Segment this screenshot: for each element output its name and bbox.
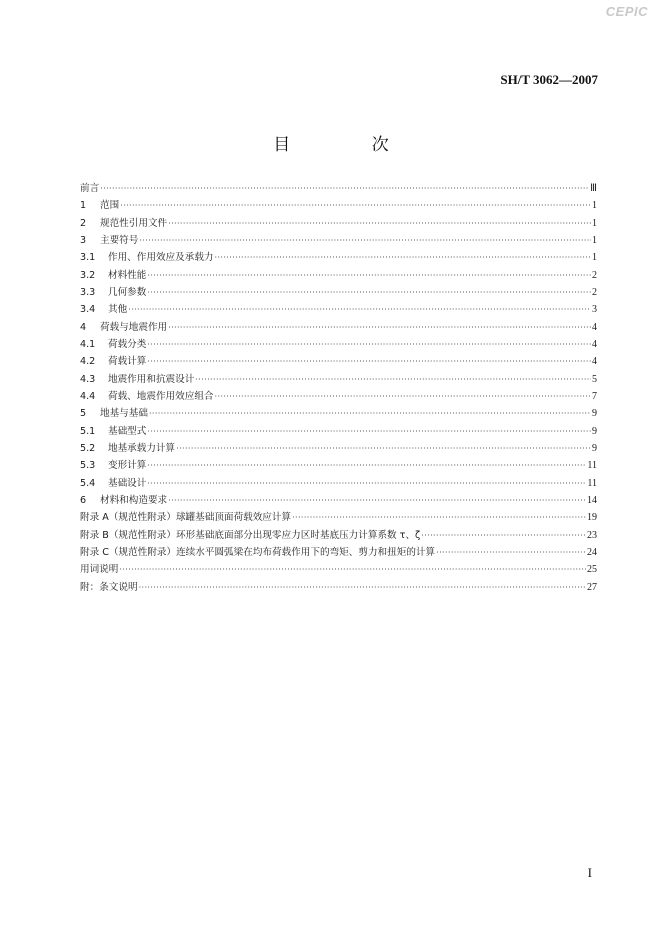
toc-dot-leader [128,301,591,318]
toc-entry-page: Ⅲ [590,183,597,194]
toc-entry[interactable] [80,284,597,301]
toc-entry[interactable] [80,336,597,353]
toc-entry-title: 变形计算 [108,460,147,472]
toc-dot-leader [147,457,586,474]
toc-entry[interactable] [80,180,597,197]
toc-dot-leader [119,561,586,578]
toc-entry-number: 6 [80,494,87,506]
toc-entry-page: 9 [592,408,597,420]
toc-dot-leader [100,180,589,197]
toc-dot-leader [147,475,586,492]
toc-entry-number: 2 [80,217,87,229]
document-code: SH/T 3062—2007 [500,72,598,87]
watermark-logo: CEPIC [605,4,648,19]
toc-entry-number: 4.4 [80,390,96,402]
toc-entry-title: 附录 C（规范性附录）连续水平圆弧梁在均布荷载作用下的弯矩、剪力和扭矩的计算 [80,546,436,558]
toc-entry[interactable] [80,527,597,544]
toc-entry-title: 其他 [108,304,128,316]
toc-entry-page: 3 [592,304,597,316]
toc-entry-number: 4 [80,321,87,333]
toc-dot-leader [149,405,591,422]
toc-entry-title: 主要符号 [100,234,139,246]
toc-entry-number: 3.3 [80,286,96,298]
toc-entry[interactable] [80,440,597,457]
toc-dot-leader [215,388,591,405]
toc-dot-leader [176,440,591,457]
toc-entry-number: 5.1 [80,425,96,437]
toc-entry[interactable] [80,405,597,422]
toc-entry[interactable] [80,319,597,336]
toc-entry-page: 1 [592,200,597,212]
toc-entry-page: 11 [587,460,597,472]
toc-dot-leader [147,353,591,370]
toc-entry-page: 23 [587,529,597,541]
toc-entry-number: 5.3 [80,460,96,472]
toc-entry-page: 9 [592,442,597,454]
toc-entry-title: 材料和构造要求 [100,494,168,506]
toc-entry-title: 荷载分类 [108,338,147,350]
toc-entry-number: 3.2 [80,269,96,281]
toc-entry-title: 规范性引用文件 [100,217,168,229]
toc-dot-leader [147,267,591,284]
toc-entry[interactable] [80,197,597,214]
toc-entry-page: 5 [592,373,597,385]
toc-entry-title: 用词说明 [80,564,119,576]
toc-entry-number: 5 [80,408,87,420]
page-title: 目 次 [273,135,427,155]
toc-entry-number: 3.4 [80,304,96,316]
toc-entry-page: 27 [587,581,597,593]
toc-entry-page: 2 [592,286,597,298]
toc-entry-page: 1 [592,217,597,229]
toc-entry[interactable] [80,215,597,232]
toc-dot-leader [120,197,591,214]
toc-entry[interactable] [80,267,597,284]
toc-entry[interactable] [80,475,597,492]
toc-entry-title: 作用、作用效应及承载力 [108,252,214,264]
toc-entry-page: 4 [592,356,597,368]
toc-entry[interactable] [80,579,597,596]
toc-entry-number: 4.1 [80,338,96,350]
toc-entry-page: 9 [592,425,597,437]
toc-entry-page: 7 [592,390,597,402]
toc-entry-page: 1 [592,234,597,246]
toc-entry-title: 附：条文说明 [80,581,138,593]
toc-dot-leader [436,544,586,561]
page-number: I [587,865,592,880]
table-of-contents [80,180,597,596]
toc-entry[interactable] [80,353,597,370]
toc-dot-leader [421,527,586,544]
toc-dot-leader [168,319,591,336]
toc-entry-page: 4 [592,338,597,350]
toc-entry-number: 5.4 [80,477,96,489]
toc-entry[interactable] [80,301,597,318]
toc-dot-leader [147,336,591,353]
toc-entry-page: 14 [587,494,597,506]
toc-entry-title: 地基承载力计算 [108,442,176,454]
toc-entry-title: 附录 B（规范性附录）环形基础底面部分出现零应力区时基底压力计算系数 τ、ζ [80,529,421,541]
toc-entry[interactable] [80,423,597,440]
toc-entry-page: 2 [592,269,597,281]
toc-entry-title: 基础型式 [108,425,147,437]
toc-dot-leader [139,579,586,596]
toc-dot-leader [215,249,591,266]
toc-entry[interactable] [80,232,597,249]
toc-dot-leader [147,284,591,301]
toc-entry-title: 荷载、地震作用效应组合 [108,390,214,402]
toc-entry-title: 范围 [100,200,120,212]
toc-entry[interactable] [80,509,597,526]
toc-entry-title: 前言 [80,183,100,194]
toc-dot-leader [168,215,591,232]
toc-entry-title: 地基与基础 [100,408,148,420]
toc-entry-page: 25 [587,564,597,576]
toc-entry[interactable] [80,457,597,474]
toc-entry-page: 11 [587,477,597,489]
toc-entry[interactable] [80,492,597,509]
toc-entry-number: 5.2 [80,442,96,454]
toc-dot-leader [139,232,591,249]
toc-entry[interactable] [80,249,597,266]
toc-entry-page: 19 [587,512,597,524]
toc-dot-leader [195,371,591,388]
toc-entry-title: 地震作用和抗震设计 [108,373,195,385]
toc-entry-title: 荷载与地震作用 [100,321,168,333]
toc-entry-page: 4 [592,321,597,333]
toc-dot-leader [168,492,586,509]
toc-dot-leader [292,509,586,526]
toc-entry-title: 荷载计算 [108,356,147,368]
toc-entry-number: 3 [80,234,87,246]
toc-entry[interactable] [80,561,597,578]
toc-entry-number: 4.3 [80,373,96,385]
toc-entry-number: 4.2 [80,356,96,368]
toc-entry-number: 1 [80,200,87,212]
toc-entry-number: 3.1 [80,252,96,264]
toc-entry[interactable] [80,544,597,561]
toc-entry-page: 1 [592,252,597,264]
toc-entry[interactable] [80,371,597,388]
toc-entry-title: 基础设计 [108,477,147,489]
toc-entry[interactable] [80,388,597,405]
toc-entry-title: 几何参数 [108,286,147,298]
toc-entry-title: 附录 A（规范性附录）球罐基础顶面荷载效应计算 [80,512,292,524]
toc-entry-page: 24 [587,546,597,558]
toc-dot-leader [147,423,591,440]
toc-entry-title: 材料性能 [108,269,147,281]
